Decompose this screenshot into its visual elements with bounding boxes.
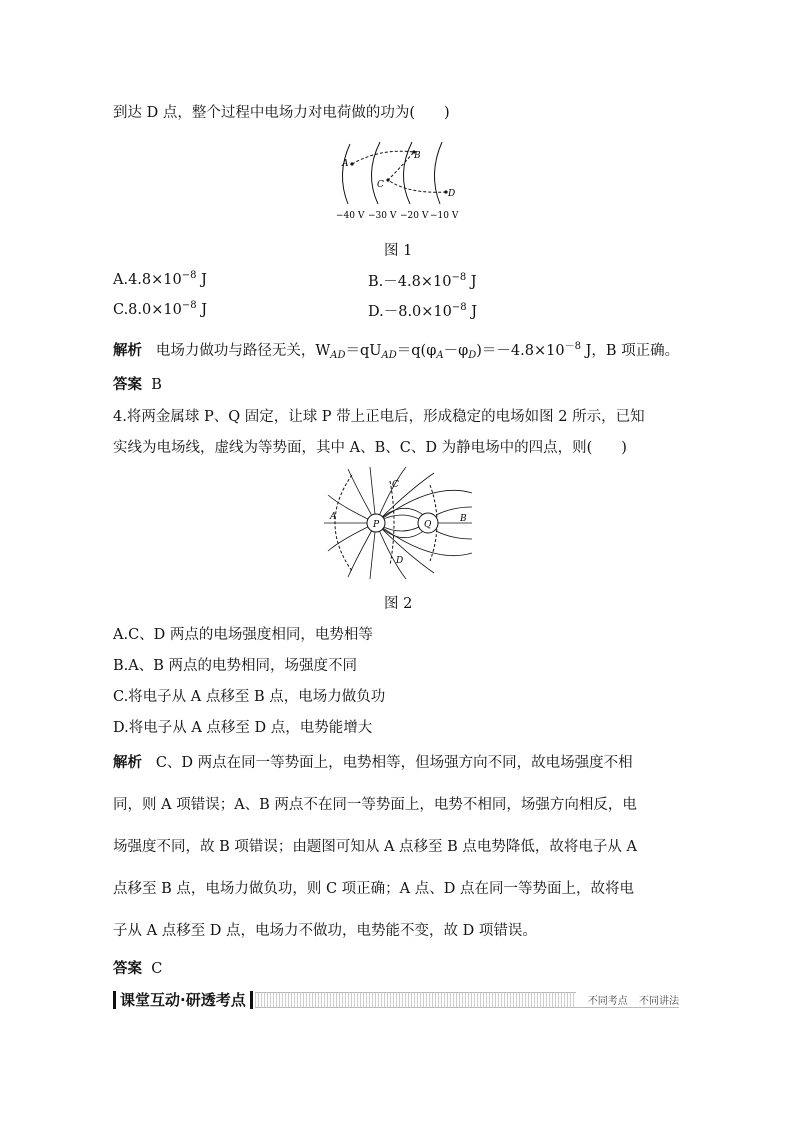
q4-analysis-line-4: 点移至 B 点，电场力做负功，则 C 项正确；A 点、D 点在同一等势面上，故将电 bbox=[113, 881, 634, 897]
fig2-label-c: C bbox=[392, 480, 399, 490]
q4-answer bbox=[113, 957, 162, 978]
fig2-label-q: Q bbox=[424, 520, 432, 530]
fig1-voltage-1: −40 V bbox=[336, 211, 365, 221]
fig1-label-d: D bbox=[448, 189, 456, 199]
q4-option-b: B.A、B 两点的电势相同，场强度不同 bbox=[113, 658, 357, 674]
q3-option-d: $D.-8.0\times 10^{-8}$ J bbox=[368, 302, 478, 320]
q3-stem-line: 到达 D 点，整个过程中电场力对电荷做的功为( ) bbox=[113, 105, 450, 121]
q4-option-a: A.C、D 两点的电场强度相同，电势相等 bbox=[113, 627, 373, 643]
q4-answer-value: C bbox=[151, 961, 163, 977]
q4-analysis-line-3: 场强度不同，故 B 项错误；由题图可知从 A 点移至 B 点电势降低，故将电子从 A bbox=[113, 839, 638, 855]
fig2-caption: 图 2 bbox=[384, 596, 413, 612]
q4-analysis-line-1: 解析 C、D 两点在同一等势面上，电势相等，但场强方向不同，故电场强度不相 bbox=[113, 754, 633, 771]
q4-analysis-label: 解析 bbox=[113, 754, 142, 771]
q3-answer-label: 答案 bbox=[113, 376, 142, 393]
fig2-label-b: B bbox=[460, 514, 467, 524]
q3-option-b: $B.-4.8\times 10^{-8}$ J bbox=[368, 272, 477, 290]
fig2-label-a: A bbox=[330, 512, 337, 522]
section-header bbox=[113, 990, 679, 1010]
q4-option-d: D.将电子从 A 点移至 D 点，电势能增大 bbox=[113, 720, 373, 736]
figure-2 bbox=[322, 467, 474, 579]
fig1-voltage-3: −20 V bbox=[400, 211, 429, 221]
fig2-label-d: D bbox=[396, 556, 404, 566]
q3-answer-value: B bbox=[151, 377, 162, 393]
q3-option-a: $A.4.8\times 10^{-8}$ J bbox=[113, 270, 207, 288]
q3-analysis: 解析 电场力做功与路径无关，$W_{AD}=qU_{AD}=q(\varphi_A-\varphi_D)=-4.8\times 10^{-8}$ J，B 项正确。 bbox=[113, 341, 680, 361]
q4-option-c: C.将电子从 A 点移至 B 点，电场力做负功 bbox=[113, 689, 386, 705]
fig1-label-a: A bbox=[342, 159, 349, 169]
section-tags bbox=[576, 992, 679, 1007]
figure-1 bbox=[330, 138, 470, 224]
q3-analysis-label: 解析 bbox=[113, 342, 142, 359]
q3-option-c: $C.8.0\times 10^{-8}$ J bbox=[113, 300, 208, 318]
q4-analysis-line-5: 子从 A 点移至 D 点，电场力不做功，电势能不变，故 D 项错误。 bbox=[113, 923, 537, 939]
fig1-label-b: B bbox=[414, 151, 421, 161]
q4-answer-label: 答案 bbox=[113, 960, 142, 977]
q4-analysis-line-2: 同，则 A 项错误；A、B 两点不在同一等势面上，电势不相同，场强方向相反，电 bbox=[113, 797, 637, 813]
section-title: 课堂互动·研透考点 bbox=[113, 991, 253, 1009]
section-tag-1: 不同考点 bbox=[587, 996, 628, 1007]
fig1-voltage-2: −30 V bbox=[368, 211, 397, 221]
fig1-label-c: C bbox=[377, 180, 384, 190]
section-tag-2: 不同讲法 bbox=[639, 996, 679, 1007]
q3-answer bbox=[113, 373, 162, 394]
q4-stem-line-2: 实线为电场线，虚线为等势面，其中 A、B、C、D 为静电场中的四点，则( ) bbox=[113, 440, 627, 456]
q4-stem-line-1: 4.将两金属球 P、Q 固定，让球 P 带上正电后，形成稳定的电场如图 2 所示，已知 bbox=[113, 409, 645, 425]
fig2-label-p: P bbox=[373, 520, 380, 530]
fig1-voltage-4: −10 V bbox=[430, 211, 459, 221]
fig1-caption: 图 1 bbox=[384, 243, 413, 259]
